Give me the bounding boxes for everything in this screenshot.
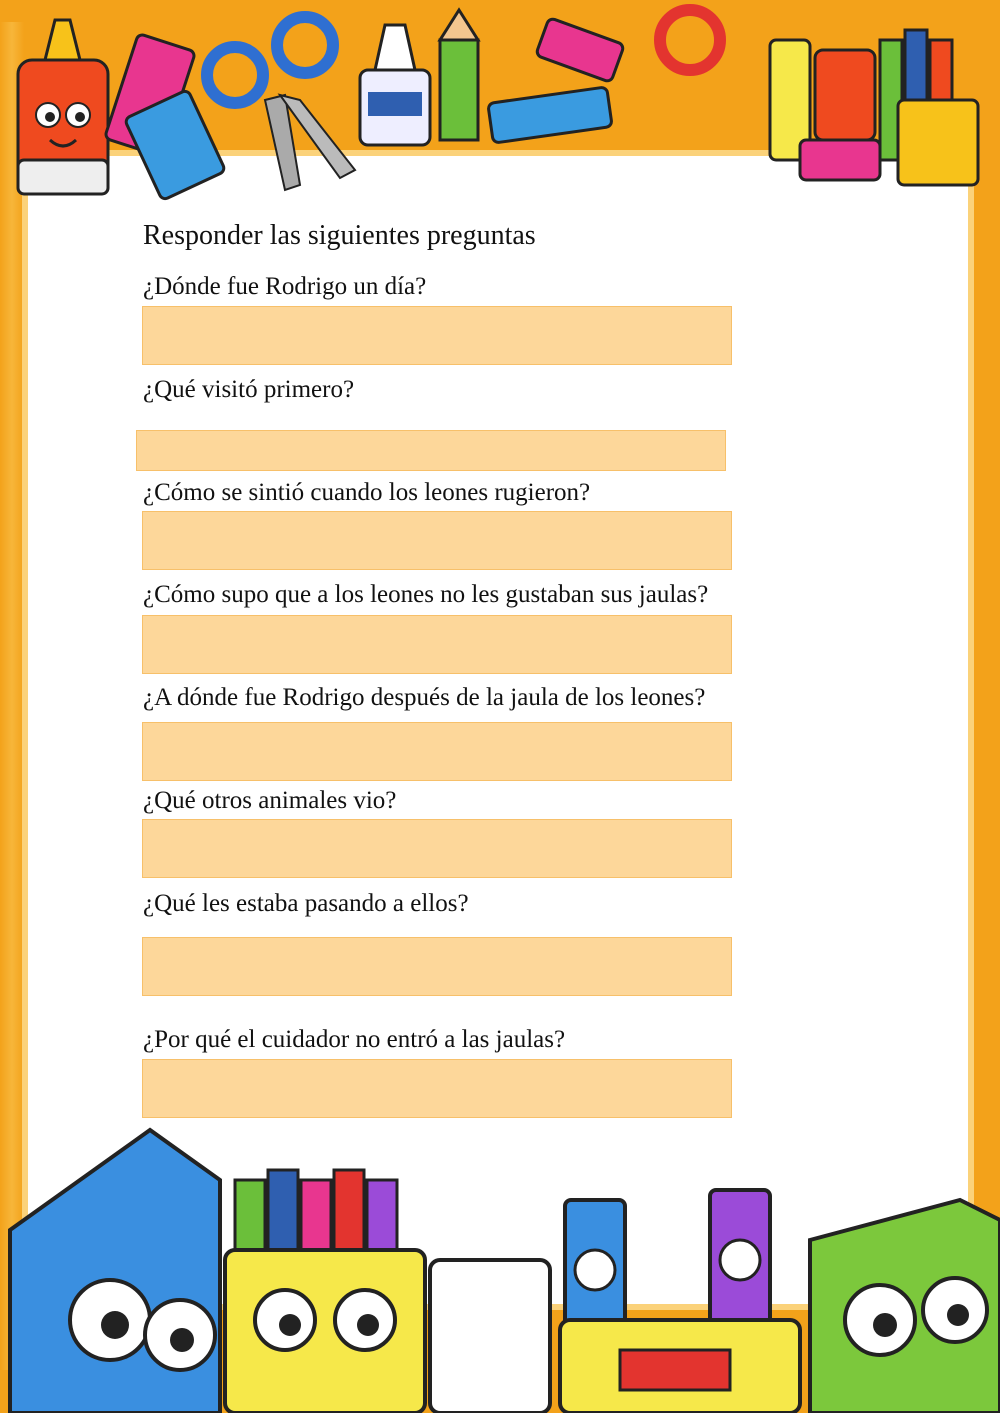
green-book-character-icon bbox=[810, 1200, 1000, 1413]
glue-stick-icon bbox=[360, 25, 430, 145]
question-7: ¿Qué les estaba pasando a ellos? bbox=[143, 890, 469, 917]
book-character-icon bbox=[10, 1130, 220, 1413]
worksheet-title: Responder las siguientes preguntas bbox=[143, 220, 536, 251]
answer-field-4[interactable] bbox=[142, 615, 732, 674]
answer-field-3[interactable] bbox=[142, 511, 732, 570]
answer-field-5[interactable] bbox=[142, 722, 732, 781]
school-supplies-top-border bbox=[0, 0, 1000, 210]
crayon-box-character-icon bbox=[225, 1170, 425, 1413]
crayon-group-icon bbox=[488, 10, 978, 185]
question-1: ¿Dónde fue Rodrigo un día? bbox=[143, 273, 427, 300]
question-3: ¿Cómo se sintió cuando los leones rugieron? bbox=[143, 479, 591, 506]
answer-field-1[interactable] bbox=[142, 306, 732, 365]
question-6: ¿Qué otros animales vio? bbox=[143, 787, 397, 814]
school-supplies-bottom-border bbox=[0, 1120, 1000, 1413]
pencil-icon bbox=[440, 10, 478, 140]
answer-field-8[interactable] bbox=[142, 1059, 732, 1118]
scissors-icon bbox=[207, 17, 355, 190]
glue-bottle-icon bbox=[18, 20, 108, 194]
answer-field-7[interactable] bbox=[142, 937, 732, 996]
question-4: ¿Cómo supo que a los leones no les gustaban sus jaulas? bbox=[143, 581, 709, 608]
answer-field-6[interactable] bbox=[142, 819, 732, 878]
question-5: ¿A dónde fue Rodrigo después de la jaula de los leones? bbox=[143, 684, 706, 711]
answer-field-2[interactable] bbox=[136, 430, 726, 471]
crayon-character-icon bbox=[430, 1190, 800, 1413]
question-8: ¿Por qué el cuidador no entró a las jaulas? bbox=[143, 1026, 566, 1053]
question-2: ¿Qué visitó primero? bbox=[143, 376, 355, 403]
